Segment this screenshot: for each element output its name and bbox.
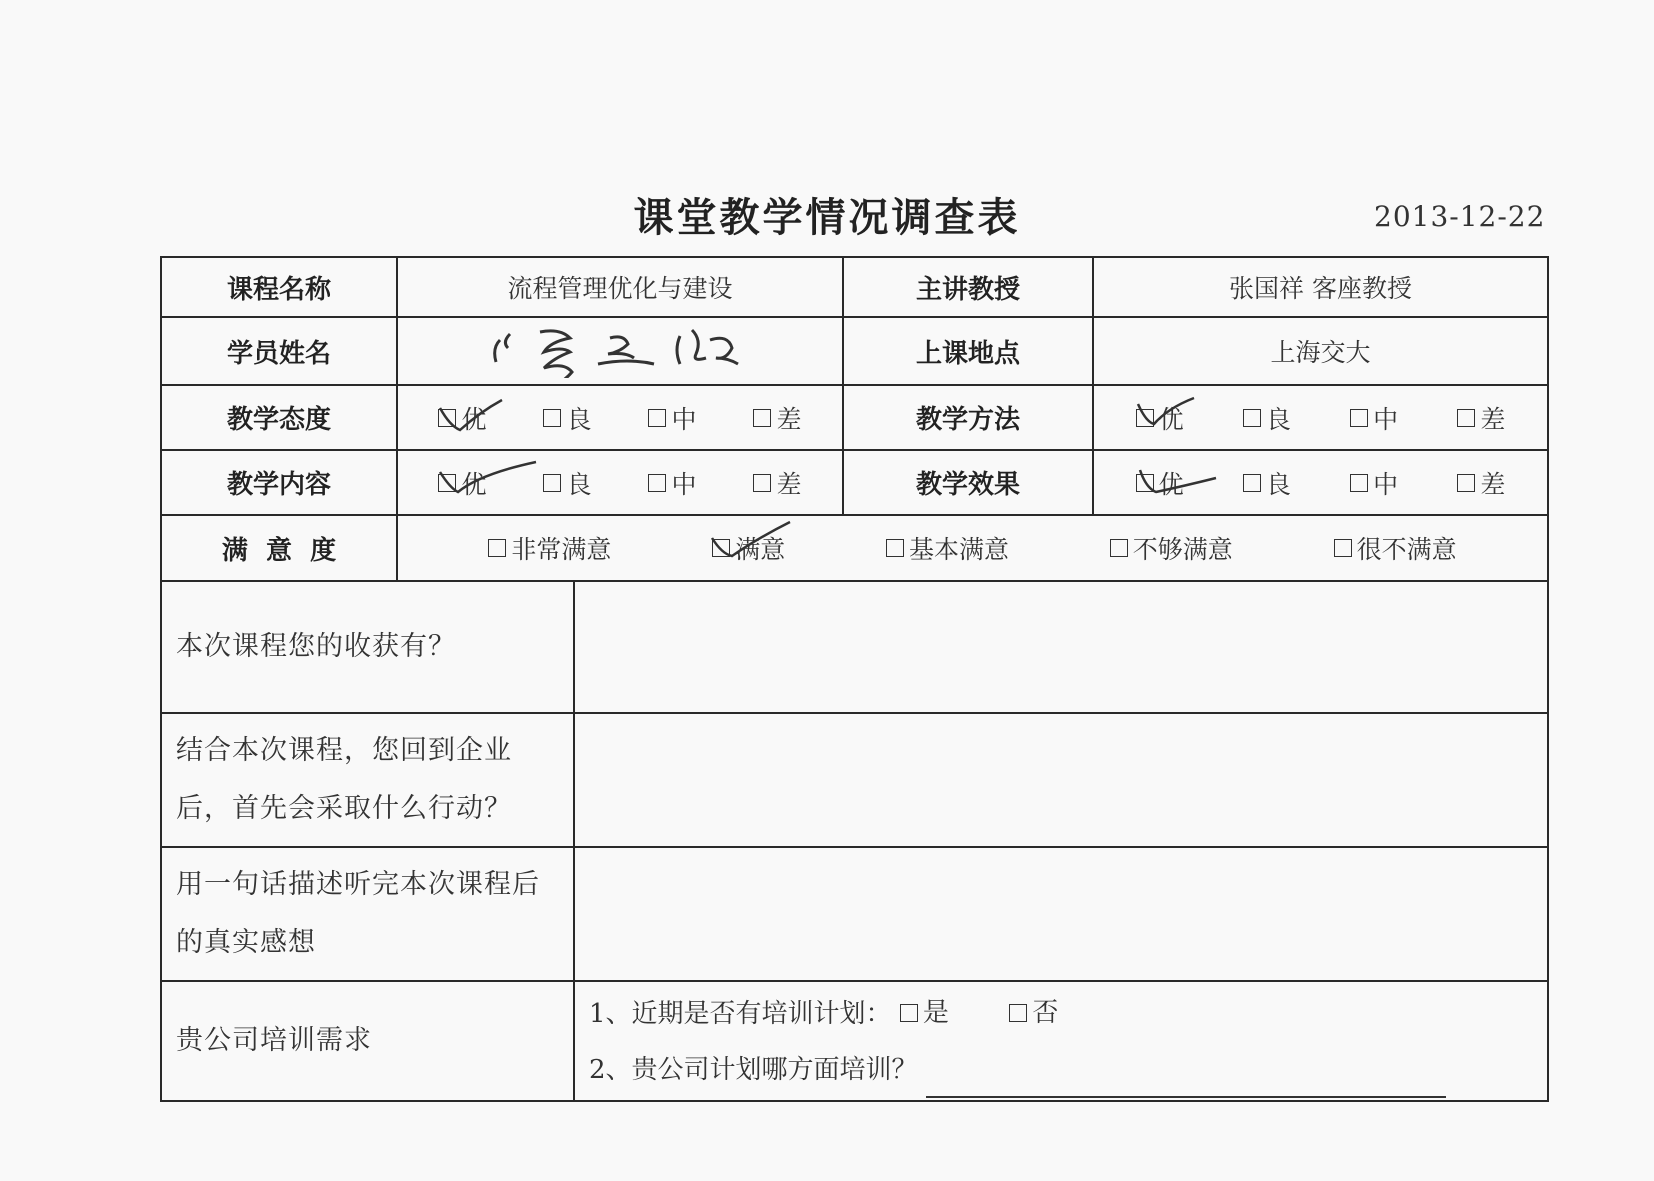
checkbox-icon[interactable] [543, 409, 561, 427]
checkbox-icon[interactable] [1457, 409, 1475, 427]
teacher-label: 主讲教授 [843, 257, 1093, 317]
row-gain [161, 581, 1548, 713]
location-label: 上课地点 [843, 317, 1093, 385]
attitude-opt-3[interactable]: 中 [648, 400, 696, 436]
method-opt-3[interactable]: 中 [1350, 400, 1398, 436]
effect-options [1093, 450, 1548, 515]
attitude-opt-1[interactable]: 优 [438, 400, 486, 436]
checkbox-icon[interactable] [488, 539, 506, 557]
effect-opt-2[interactable]: 良 [1243, 465, 1291, 501]
area-answer-underline[interactable] [926, 1068, 1446, 1098]
method-opt-2[interactable]: 良 [1243, 400, 1291, 436]
satisfaction-opt-1[interactable]: 非常满意 [488, 530, 611, 566]
satisfaction-opt-3[interactable]: 基本满意 [886, 530, 1009, 566]
needs-label: 贵公司培训需求 [161, 981, 574, 1101]
effect-opt-1[interactable]: 优 [1136, 465, 1184, 501]
attitude-label: 教学态度 [161, 385, 397, 450]
checkbox-icon[interactable] [1009, 1004, 1027, 1022]
checkbox-icon[interactable] [438, 409, 456, 427]
effect-opt-4[interactable]: 差 [1457, 465, 1505, 501]
course-name-label: 课程名称 [161, 257, 397, 317]
method-opt-1[interactable]: 优 [1136, 400, 1184, 436]
row-action [161, 713, 1548, 847]
form-title: 课堂教学情况调查表 [633, 195, 1021, 241]
row-content-effect [161, 450, 1548, 515]
checkbox-icon[interactable] [712, 539, 730, 557]
checkbox-icon[interactable] [753, 474, 771, 492]
gain-answer-field[interactable] [574, 581, 1548, 713]
action-answer-field[interactable] [574, 713, 1548, 847]
satisfaction-opt-4[interactable]: 不够满意 [1110, 530, 1233, 566]
checkbox-icon[interactable] [753, 409, 771, 427]
content-opt-3[interactable]: 中 [648, 465, 696, 501]
checkbox-icon[interactable] [1243, 409, 1261, 427]
plan-line: 1、近期是否有培训计划： 是 否 [575, 985, 1547, 1042]
checkbox-icon[interactable] [1136, 474, 1154, 492]
gain-question: 本次课程您的收获有？ [161, 581, 574, 713]
method-options [1093, 385, 1548, 450]
method-opt-4[interactable]: 差 [1457, 400, 1505, 436]
content-opt-1[interactable]: 优 [438, 465, 486, 501]
checkbox-icon[interactable] [1350, 474, 1368, 492]
checkbox-icon[interactable] [543, 474, 561, 492]
student-name-field[interactable] [397, 317, 843, 385]
action-question: 结合本次课程，您回到企业后，首先会采取什么行动？ [161, 713, 574, 847]
row-feeling [161, 847, 1548, 981]
row-satisfaction [161, 515, 1548, 581]
content-opt-2[interactable]: 良 [543, 465, 591, 501]
content-label: 教学内容 [161, 450, 397, 515]
plan-no-option[interactable]: 否 [1009, 985, 1058, 1041]
row-needs [161, 981, 1548, 1101]
satisfaction-opt-2[interactable]: 满意 [712, 530, 785, 566]
handwritten-signature [470, 318, 770, 378]
student-name-label: 学员姓名 [161, 317, 397, 385]
checkbox-icon[interactable] [1457, 474, 1475, 492]
checkbox-icon[interactable] [1136, 409, 1154, 427]
teacher-value: 张国祥 客座教授 [1093, 257, 1548, 317]
attitude-opt-4[interactable]: 差 [753, 400, 801, 436]
content-opt-4[interactable]: 差 [753, 465, 801, 501]
feeling-question: 用一句话描述听完本次课程后的真实感想 [161, 847, 574, 981]
attitude-opt-2[interactable]: 良 [543, 400, 591, 436]
course-name-value: 流程管理优化与建设 [397, 257, 843, 317]
area-line: 2、贵公司计划哪方面培训？ [575, 1042, 1547, 1098]
satisfaction-label: 满 意 度 [161, 515, 397, 581]
checkbox-icon[interactable] [648, 409, 666, 427]
effect-opt-3[interactable]: 中 [1350, 465, 1398, 501]
satisfaction-opt-5[interactable]: 很不满意 [1334, 530, 1457, 566]
checkbox-icon[interactable] [648, 474, 666, 492]
checkbox-icon[interactable] [1350, 409, 1368, 427]
checkbox-icon[interactable] [438, 474, 456, 492]
content-options [397, 450, 843, 515]
checkbox-icon[interactable] [1243, 474, 1261, 492]
form-date: 2013-12-22 [1374, 200, 1546, 233]
effect-label: 教学效果 [843, 450, 1093, 515]
checkbox-icon[interactable] [886, 539, 904, 557]
checkbox-icon[interactable] [1110, 539, 1128, 557]
checkbox-icon[interactable] [1334, 539, 1352, 557]
row-student [161, 317, 1548, 385]
needs-answers [574, 981, 1548, 1101]
checkbox-icon[interactable] [900, 1004, 918, 1022]
plan-yes-option[interactable]: 是 [900, 985, 949, 1041]
attitude-options [397, 385, 843, 450]
survey-table [160, 256, 1549, 1102]
row-course [161, 257, 1548, 317]
row-attitude-method [161, 385, 1548, 450]
location-value: 上海交大 [1093, 317, 1548, 385]
feeling-answer-field[interactable] [574, 847, 1548, 981]
method-label: 教学方法 [843, 385, 1093, 450]
satisfaction-options [397, 515, 1548, 581]
